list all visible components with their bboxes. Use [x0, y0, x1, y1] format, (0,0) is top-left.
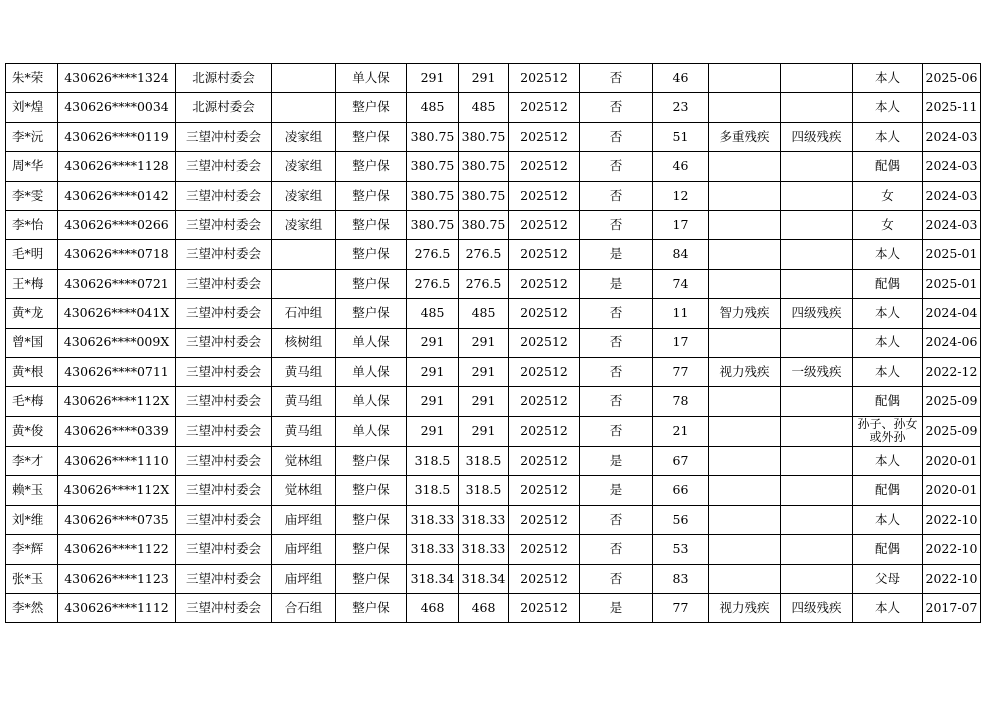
assistance-type-cell: 整户保 — [336, 299, 407, 328]
amount-cell: 276.5 — [407, 269, 459, 298]
village-committee-cell: 三望冲村委会 — [176, 447, 272, 476]
amount-cell: 291 — [407, 328, 459, 357]
age-cell: 46 — [653, 64, 709, 93]
disability-type-cell — [709, 93, 781, 122]
name-cell: 毛*梅 — [6, 387, 58, 416]
amount-total-cell: 380.75 — [459, 210, 509, 239]
start-date-cell: 2022-10 — [923, 564, 981, 593]
table-row — [6, 93, 981, 122]
age-cell: 17 — [653, 210, 709, 239]
amount-cell: 318.33 — [407, 505, 459, 534]
table-row — [6, 152, 981, 181]
name-cell: 李*然 — [6, 594, 58, 623]
disability-type-cell: 视力残疾 — [709, 594, 781, 623]
village-group-cell: 觉林组 — [272, 476, 336, 505]
amount-total-cell: 318.33 — [459, 535, 509, 564]
amount-total-cell: 318.5 — [459, 447, 509, 476]
age-cell: 77 — [653, 357, 709, 386]
village-committee-cell: 三望冲村委会 — [176, 594, 272, 623]
village-committee-cell: 三望冲村委会 — [176, 328, 272, 357]
disability-type-cell — [709, 64, 781, 93]
amount-total-cell: 485 — [459, 299, 509, 328]
id-number-cell: 430626****1123 — [58, 564, 176, 593]
age-cell: 83 — [653, 564, 709, 593]
yes-no-cell: 是 — [580, 594, 653, 623]
table-row — [6, 299, 981, 328]
yes-no-cell: 否 — [580, 299, 653, 328]
disability-level-cell: 四级残疾 — [781, 122, 853, 151]
relation-cell: 本人 — [853, 240, 923, 269]
name-cell: 王*梅 — [6, 269, 58, 298]
relation-cell: 配偶 — [853, 535, 923, 564]
disability-type-cell — [709, 535, 781, 564]
age-cell: 67 — [653, 447, 709, 476]
village-group-cell — [272, 269, 336, 298]
start-date-cell: 2024-03 — [923, 152, 981, 181]
table-row — [6, 594, 981, 623]
assistance-type-cell: 整户保 — [336, 210, 407, 239]
table-row — [6, 181, 981, 210]
village-group-cell: 凌家组 — [272, 181, 336, 210]
yes-no-cell: 否 — [580, 64, 653, 93]
name-cell: 李*沅 — [6, 122, 58, 151]
relation-cell: 女 — [853, 210, 923, 239]
age-cell: 23 — [653, 93, 709, 122]
assistance-type-cell: 整户保 — [336, 269, 407, 298]
village-group-cell — [272, 93, 336, 122]
age-cell: 78 — [653, 387, 709, 416]
yes-no-cell: 否 — [580, 387, 653, 416]
table-row — [6, 476, 981, 505]
id-number-cell: 430626****0119 — [58, 122, 176, 151]
amount-cell: 380.75 — [407, 210, 459, 239]
id-number-cell: 430626****0721 — [58, 269, 176, 298]
amount-cell: 291 — [407, 416, 459, 446]
assistance-type-cell: 单人保 — [336, 416, 407, 446]
start-date-cell: 2020-01 — [923, 476, 981, 505]
id-number-cell: 430626****112X — [58, 476, 176, 505]
table-row — [6, 387, 981, 416]
yes-no-cell: 否 — [580, 152, 653, 181]
yes-no-cell: 否 — [580, 210, 653, 239]
table-row — [6, 328, 981, 357]
relation-cell: 本人 — [853, 299, 923, 328]
name-cell: 朱*荣 — [6, 64, 58, 93]
disability-level-cell — [781, 505, 853, 534]
name-cell: 刘*维 — [6, 505, 58, 534]
yes-no-cell: 否 — [580, 93, 653, 122]
id-number-cell: 430626****0339 — [58, 416, 176, 446]
name-cell: 李*怡 — [6, 210, 58, 239]
relation-cell: 本人 — [853, 64, 923, 93]
relation-cell: 配偶 — [853, 269, 923, 298]
village-group-cell — [272, 240, 336, 269]
yes-no-cell: 否 — [580, 564, 653, 593]
amount-cell: 318.5 — [407, 476, 459, 505]
age-cell: 56 — [653, 505, 709, 534]
id-number-cell: 430626****0735 — [58, 505, 176, 534]
start-date-cell: 2025-01 — [923, 240, 981, 269]
age-cell: 77 — [653, 594, 709, 623]
relation-cell: 本人 — [853, 594, 923, 623]
amount-cell: 276.5 — [407, 240, 459, 269]
assistance-type-cell: 整户保 — [336, 564, 407, 593]
amount-total-cell: 276.5 — [459, 240, 509, 269]
amount-total-cell: 380.75 — [459, 152, 509, 181]
amount-cell: 291 — [407, 387, 459, 416]
amount-total-cell: 485 — [459, 93, 509, 122]
disability-type-cell — [709, 505, 781, 534]
village-committee-cell: 三望冲村委会 — [176, 505, 272, 534]
period-cell: 202512 — [509, 240, 580, 269]
start-date-cell: 2020-01 — [923, 447, 981, 476]
disability-type-cell — [709, 447, 781, 476]
age-cell: 84 — [653, 240, 709, 269]
yes-no-cell: 是 — [580, 269, 653, 298]
period-cell: 202512 — [509, 122, 580, 151]
assistance-type-cell: 整户保 — [336, 505, 407, 534]
table-row — [6, 447, 981, 476]
amount-total-cell: 291 — [459, 64, 509, 93]
assistance-type-cell: 整户保 — [336, 240, 407, 269]
start-date-cell: 2025-06 — [923, 64, 981, 93]
village-committee-cell: 三望冲村委会 — [176, 152, 272, 181]
name-cell: 黄*俊 — [6, 416, 58, 446]
disability-level-cell — [781, 476, 853, 505]
amount-cell: 291 — [407, 357, 459, 386]
village-group-cell: 石冲组 — [272, 299, 336, 328]
period-cell: 202512 — [509, 210, 580, 239]
relation-cell: 女 — [853, 181, 923, 210]
name-cell: 李*雯 — [6, 181, 58, 210]
id-number-cell: 430626****1112 — [58, 594, 176, 623]
period-cell: 202512 — [509, 594, 580, 623]
table-row — [6, 357, 981, 386]
start-date-cell: 2024-03 — [923, 210, 981, 239]
village-committee-cell: 三望冲村委会 — [176, 476, 272, 505]
village-committee-cell: 三望冲村委会 — [176, 535, 272, 564]
village-group-cell: 黄马组 — [272, 416, 336, 446]
relation-cell: 本人 — [853, 505, 923, 534]
amount-cell: 318.5 — [407, 447, 459, 476]
period-cell: 202512 — [509, 535, 580, 564]
name-cell: 刘*煌 — [6, 93, 58, 122]
amount-total-cell: 291 — [459, 357, 509, 386]
table-row — [6, 122, 981, 151]
village-committee-cell: 三望冲村委会 — [176, 299, 272, 328]
disability-level-cell — [781, 387, 853, 416]
amount-total-cell: 291 — [459, 416, 509, 446]
disability-level-cell — [781, 210, 853, 239]
relation-cell: 父母 — [853, 564, 923, 593]
assistance-type-cell: 单人保 — [336, 387, 407, 416]
table-row — [6, 210, 981, 239]
village-group-cell: 凌家组 — [272, 210, 336, 239]
amount-cell: 485 — [407, 93, 459, 122]
age-cell: 74 — [653, 269, 709, 298]
period-cell: 202512 — [509, 299, 580, 328]
id-number-cell: 430626****0711 — [58, 357, 176, 386]
relation-cell: 本人 — [853, 328, 923, 357]
period-cell: 202512 — [509, 416, 580, 446]
assistance-type-cell: 单人保 — [336, 328, 407, 357]
table-row — [6, 505, 981, 534]
start-date-cell: 2024-04 — [923, 299, 981, 328]
village-committee-cell: 三望冲村委会 — [176, 210, 272, 239]
relation-cell: 本人 — [853, 93, 923, 122]
assistance-type-cell: 整户保 — [336, 122, 407, 151]
disability-type-cell: 视力残疾 — [709, 357, 781, 386]
disability-type-cell — [709, 152, 781, 181]
village-group-cell: 凌家组 — [272, 122, 336, 151]
id-number-cell: 430626****0266 — [58, 210, 176, 239]
id-number-cell: 430626****1324 — [58, 64, 176, 93]
disability-type-cell — [709, 416, 781, 446]
id-number-cell: 430626****112X — [58, 387, 176, 416]
table-row — [6, 564, 981, 593]
amount-cell: 291 — [407, 64, 459, 93]
disability-type-cell: 智力残疾 — [709, 299, 781, 328]
assistance-type-cell: 单人保 — [336, 64, 407, 93]
amount-total-cell: 318.33 — [459, 505, 509, 534]
yes-no-cell: 否 — [580, 122, 653, 151]
village-group-cell: 庙坪组 — [272, 505, 336, 534]
assistance-type-cell: 整户保 — [336, 152, 407, 181]
disability-type-cell — [709, 387, 781, 416]
assistance-type-cell: 整户保 — [336, 181, 407, 210]
disability-level-cell — [781, 240, 853, 269]
start-date-cell: 2024-06 — [923, 328, 981, 357]
yes-no-cell: 否 — [580, 416, 653, 446]
amount-total-cell: 380.75 — [459, 181, 509, 210]
table-row — [6, 535, 981, 564]
yes-no-cell: 否 — [580, 328, 653, 357]
disability-level-cell: 一级残疾 — [781, 357, 853, 386]
name-cell: 李*才 — [6, 447, 58, 476]
assistance-type-cell: 整户保 — [336, 447, 407, 476]
village-committee-cell: 北源村委会 — [176, 64, 272, 93]
age-cell: 51 — [653, 122, 709, 151]
village-group-cell: 凌家组 — [272, 152, 336, 181]
village-committee-cell: 三望冲村委会 — [176, 122, 272, 151]
disability-type-cell — [709, 476, 781, 505]
id-number-cell: 430626****1122 — [58, 535, 176, 564]
yes-no-cell: 是 — [580, 476, 653, 505]
village-committee-cell: 三望冲村委会 — [176, 269, 272, 298]
amount-total-cell: 318.5 — [459, 476, 509, 505]
yes-no-cell: 否 — [580, 357, 653, 386]
assistance-type-cell: 整户保 — [336, 93, 407, 122]
start-date-cell: 2024-03 — [923, 122, 981, 151]
period-cell: 202512 — [509, 447, 580, 476]
village-committee-cell: 三望冲村委会 — [176, 181, 272, 210]
period-cell: 202512 — [509, 505, 580, 534]
period-cell: 202512 — [509, 328, 580, 357]
disability-type-cell — [709, 564, 781, 593]
start-date-cell: 2025-09 — [923, 416, 981, 446]
table-row — [6, 64, 981, 93]
id-number-cell: 430626****1128 — [58, 152, 176, 181]
relation-cell: 配偶 — [853, 152, 923, 181]
table-row — [6, 240, 981, 269]
relation-cell: 本人 — [853, 122, 923, 151]
disability-level-cell — [781, 152, 853, 181]
age-cell: 21 — [653, 416, 709, 446]
assistance-type-cell: 整户保 — [336, 535, 407, 564]
amount-cell: 380.75 — [407, 181, 459, 210]
village-committee-cell: 三望冲村委会 — [176, 416, 272, 446]
name-cell: 黄*根 — [6, 357, 58, 386]
id-number-cell: 430626****009X — [58, 328, 176, 357]
id-number-cell: 430626****0142 — [58, 181, 176, 210]
amount-total-cell: 318.34 — [459, 564, 509, 593]
amount-total-cell: 380.75 — [459, 122, 509, 151]
start-date-cell: 2025-09 — [923, 387, 981, 416]
village-committee-cell: 北源村委会 — [176, 93, 272, 122]
yes-no-cell: 是 — [580, 240, 653, 269]
start-date-cell: 2025-01 — [923, 269, 981, 298]
assistance-type-cell: 整户保 — [336, 594, 407, 623]
village-group-cell: 黄马组 — [272, 357, 336, 386]
village-group-cell — [272, 64, 336, 93]
disability-type-cell — [709, 240, 781, 269]
start-date-cell: 2017-07 — [923, 594, 981, 623]
yes-no-cell: 否 — [580, 535, 653, 564]
period-cell: 202512 — [509, 476, 580, 505]
relation-cell: 本人 — [853, 447, 923, 476]
period-cell: 202512 — [509, 387, 580, 416]
amount-cell: 380.75 — [407, 152, 459, 181]
village-group-cell: 觉林组 — [272, 447, 336, 476]
age-cell: 17 — [653, 328, 709, 357]
relation-cell: 本人 — [853, 357, 923, 386]
amount-cell: 485 — [407, 299, 459, 328]
relation-cell: 配偶 — [853, 476, 923, 505]
period-cell: 202512 — [509, 564, 580, 593]
disability-level-cell — [781, 269, 853, 298]
name-cell: 黄*龙 — [6, 299, 58, 328]
id-number-cell: 430626****0034 — [58, 93, 176, 122]
amount-cell: 380.75 — [407, 122, 459, 151]
disability-type-cell — [709, 181, 781, 210]
amount-total-cell: 291 — [459, 387, 509, 416]
relation-cell: 孙子、孙女或外孙 — [853, 416, 923, 446]
village-group-cell: 核树组 — [272, 328, 336, 357]
name-cell: 毛*明 — [6, 240, 58, 269]
disability-type-cell — [709, 328, 781, 357]
yes-no-cell: 是 — [580, 447, 653, 476]
disability-level-cell — [781, 535, 853, 564]
id-number-cell: 430626****041X — [58, 299, 176, 328]
amount-cell: 318.33 — [407, 535, 459, 564]
name-cell: 曾*国 — [6, 328, 58, 357]
village-group-cell: 合石组 — [272, 594, 336, 623]
name-cell: 赖*玉 — [6, 476, 58, 505]
relation-cell: 配偶 — [853, 387, 923, 416]
amount-total-cell: 276.5 — [459, 269, 509, 298]
village-committee-cell: 三望冲村委会 — [176, 387, 272, 416]
period-cell: 202512 — [509, 269, 580, 298]
start-date-cell: 2022-12 — [923, 357, 981, 386]
village-group-cell: 黄马组 — [272, 387, 336, 416]
start-date-cell: 2022-10 — [923, 505, 981, 534]
disability-level-cell: 四级残疾 — [781, 299, 853, 328]
disability-type-cell — [709, 269, 781, 298]
id-number-cell: 430626****1110 — [58, 447, 176, 476]
disability-level-cell — [781, 447, 853, 476]
disability-level-cell — [781, 328, 853, 357]
period-cell: 202512 — [509, 152, 580, 181]
age-cell: 66 — [653, 476, 709, 505]
disability-type-cell: 多重残疾 — [709, 122, 781, 151]
assistance-type-cell: 单人保 — [336, 357, 407, 386]
assistance-type-cell: 整户保 — [336, 476, 407, 505]
village-committee-cell: 三望冲村委会 — [176, 564, 272, 593]
amount-total-cell: 291 — [459, 328, 509, 357]
age-cell: 53 — [653, 535, 709, 564]
age-cell: 11 — [653, 299, 709, 328]
id-number-cell: 430626****0718 — [58, 240, 176, 269]
yes-no-cell: 否 — [580, 181, 653, 210]
village-group-cell: 庙坪组 — [272, 564, 336, 593]
amount-cell: 468 — [407, 594, 459, 623]
period-cell: 202512 — [509, 64, 580, 93]
disability-level-cell — [781, 93, 853, 122]
data-table — [5, 63, 981, 623]
period-cell: 202512 — [509, 357, 580, 386]
disability-level-cell — [781, 564, 853, 593]
yes-no-cell: 否 — [580, 505, 653, 534]
disability-level-cell — [781, 64, 853, 93]
disability-level-cell: 四级残疾 — [781, 594, 853, 623]
amount-cell: 318.34 — [407, 564, 459, 593]
disability-level-cell — [781, 181, 853, 210]
start-date-cell: 2025-11 — [923, 93, 981, 122]
disability-level-cell — [781, 416, 853, 446]
age-cell: 46 — [653, 152, 709, 181]
disability-type-cell — [709, 210, 781, 239]
table-row — [6, 416, 981, 446]
village-group-cell: 庙坪组 — [272, 535, 336, 564]
start-date-cell: 2022-10 — [923, 535, 981, 564]
period-cell: 202512 — [509, 93, 580, 122]
period-cell: 202512 — [509, 181, 580, 210]
amount-total-cell: 468 — [459, 594, 509, 623]
table-row — [6, 269, 981, 298]
village-committee-cell: 三望冲村委会 — [176, 240, 272, 269]
name-cell: 张*玉 — [6, 564, 58, 593]
start-date-cell: 2024-03 — [923, 181, 981, 210]
age-cell: 12 — [653, 181, 709, 210]
village-committee-cell: 三望冲村委会 — [176, 357, 272, 386]
name-cell: 周*华 — [6, 152, 58, 181]
name-cell: 李*辉 — [6, 535, 58, 564]
